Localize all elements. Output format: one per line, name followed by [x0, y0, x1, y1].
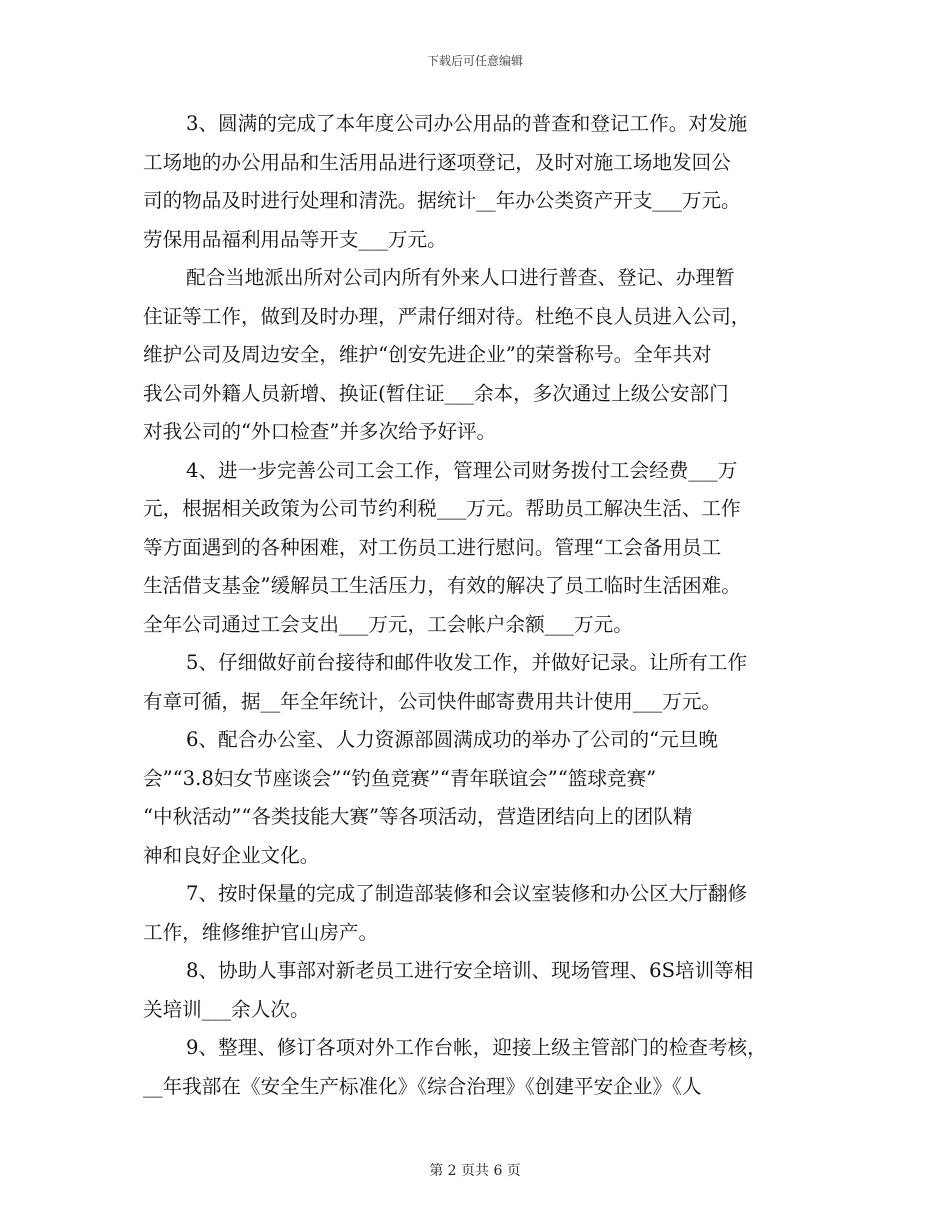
paragraph-police-cooperation [143, 259, 811, 452]
text-line: 住证等工作，做到及时办理，严肃仔细对待。杜绝不良人员进入公司， [143, 304, 751, 328]
text-line: 对我公司的“外口检查”并多次给予好评。 [143, 420, 497, 443]
text-line: “中秋活动”“各类技能大赛”等各项活动，营造团结向上的团队精 [143, 805, 693, 828]
paragraph-8 [143, 952, 811, 1029]
paragraph-3 [143, 105, 811, 259]
text-line: 3、圆满的完成了本年度公司办公用品的普查和登记工作。对发施 [186, 112, 748, 135]
paragraph-4 [143, 452, 811, 645]
text-line: 等方面遇到的各种困难，对工伤员工进行慰问。管理“工会备用员工 [143, 535, 722, 559]
text-line: 生活借支基金”缓解员工生活压力，有效的解决了员工临时生活困难。 [143, 574, 741, 597]
page-header: 下载后可任意编辑 [426, 54, 523, 68]
text-line: 我公司外籍人员新增、换证(暂住证___余本，多次通过上级公安部门 [143, 381, 729, 405]
paragraph-5 [143, 644, 811, 721]
text-line: 关培训___余人次。 [143, 997, 310, 1021]
text-line: 9、整理、修订各项对外工作台帐，迎接上级主管部门的检查考核， [186, 1036, 767, 1059]
text-line: 工场地的办公用品和生活用品进行逐项登记，及时对施工场地发回公 [143, 150, 731, 174]
text-line: 工作，维修维护官山房产。 [143, 920, 379, 944]
paragraph-7 [143, 875, 811, 952]
page-footer: 第 2 页共 6 页 [429, 1163, 521, 1179]
document-body [143, 105, 811, 1106]
text-line: 维护公司及周边安全，维护“创安先进企业”的荣誉称号。全年共对 [143, 343, 712, 366]
paragraph-9 [143, 1029, 811, 1106]
text-line: 5、仔细做好前台接待和邮件收发工作，并做好记录。让所有工作 [186, 651, 748, 674]
text-line: 4、进一步完善公司工会工作，管理公司财务拨付工会经费___万 [186, 458, 738, 482]
text-line: 神和良好企业文化。 [143, 843, 320, 867]
text-line: 全年公司通过工会支出___万元，工会帐户余额___万元。 [143, 612, 633, 636]
text-line: 配合当地派出所对公司内所有外来人口进行普查、登记、办理暂 [186, 266, 735, 289]
text-line: 劳保用品福利用品等开支___万元。 [143, 227, 447, 251]
paragraph-6 [143, 721, 811, 875]
text-line: 会”“3.8妇女节座谈会”“钓鱼竞赛”“青年联谊会”“篮球竞赛” [143, 766, 657, 790]
text-line: __年我部在《安全生产标准化》《综合治理》《创建平安企业》《人 [143, 1074, 702, 1098]
text-line: 司的物品及时进行处理和清洗。据统计__年办公类资产开支___万元。 [143, 189, 741, 212]
text-line: 6、配合办公室、人力资源部圆满成功的举办了公司的“元旦晚 [186, 728, 718, 751]
text-line: 7、按时保量的完成了制造部装修和会议室装修和办公区大厅翻修 [186, 882, 748, 905]
text-line: 元，根据相关政策为公司节约利税___万元。帮助员工解决生活、工作 [143, 497, 741, 520]
text-line: 有章可循，据__年全年统计，公司快件邮寄费用共计使用___万元。 [143, 689, 722, 713]
text-line: 8、协助人事部对新老员工进行安全培训、现场管理、6S培训等相 [186, 959, 754, 982]
